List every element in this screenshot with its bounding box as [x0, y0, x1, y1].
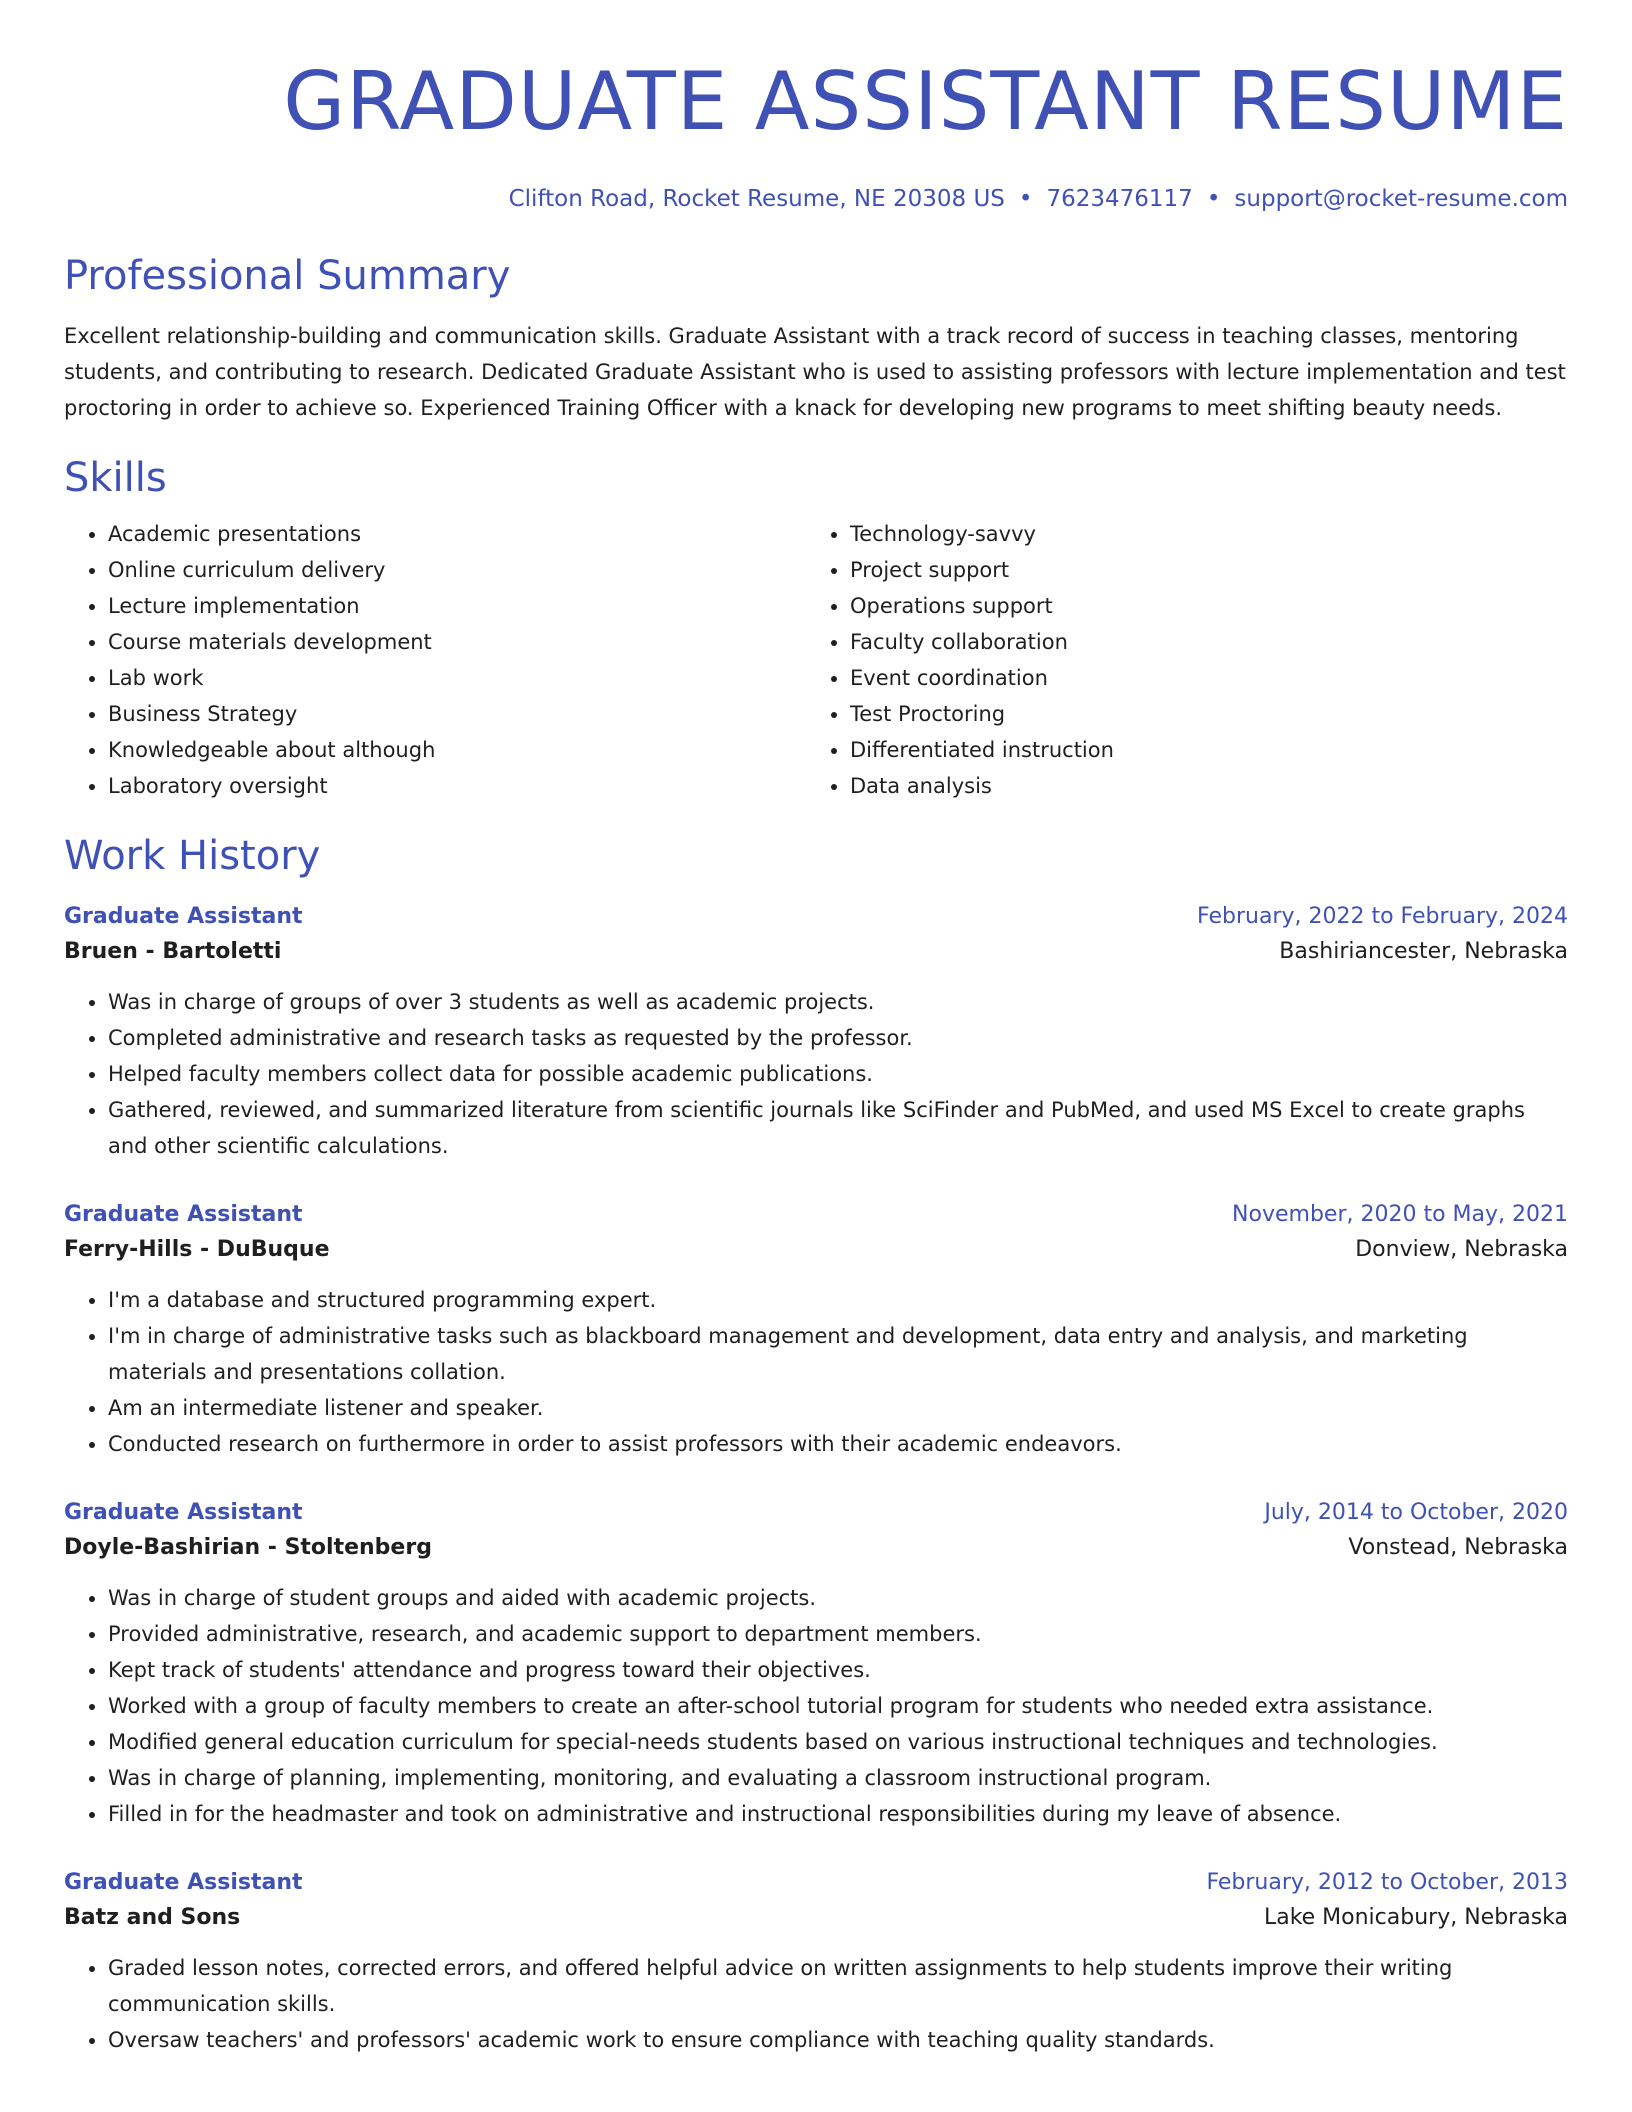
contact-separator: • [1206, 186, 1221, 212]
skill-item: • Academic presentations [108, 516, 806, 552]
skill-item: • Lecture implementation [108, 588, 806, 624]
job-dates: July, 2014 to October, 2020 [1264, 1500, 1568, 1525]
skill-item: • Online curriculum delivery [108, 552, 806, 588]
job-entry [64, 1866, 1568, 2058]
job-bullet: • Filled in for the headmaster and took on administrative and instructional responsibilities during my leave of absence. [108, 1796, 1568, 1832]
job-company-row [64, 1900, 1568, 1936]
job-entry [64, 1496, 1568, 1832]
job-company-row [64, 1232, 1568, 1268]
job-title: Graduate Assistant [64, 904, 303, 929]
job-company-row [64, 934, 1568, 970]
job-bullet: • Graded lesson notes, corrected errors, and offered helpful advice on written assignments to help students improve their writing communication skills. [108, 1950, 1568, 2022]
job-bullet: • Kept track of students' attendance and progress toward their objectives. [108, 1652, 1568, 1688]
work-history-heading: Work History [64, 833, 321, 879]
job-location: Donview, Nebraska [1355, 1237, 1568, 1262]
job-dates: February, 2022 to February, 2024 [1197, 904, 1568, 929]
job-company: Ferry-Hills - DuBuque [64, 1237, 330, 1262]
job-entry [64, 900, 1568, 1164]
job-header-row [64, 1198, 1568, 1232]
job-bullet: • Am an intermediate listener and speaker. [108, 1390, 1568, 1426]
job-bullets [64, 984, 1568, 1164]
job-bullet: • Provided administrative, research, and academic support to department members. [108, 1616, 1568, 1652]
skill-item: • Data analysis [850, 768, 1548, 804]
contact-separator: • [1018, 186, 1033, 212]
job-location: Bashiriancester, Nebraska [1279, 939, 1568, 964]
resume-page [64, 0, 1568, 2058]
skill-item: • Technology-savvy [850, 516, 1548, 552]
contact-email: support@rocket-resume.com [1234, 186, 1568, 212]
job-bullets [64, 1282, 1568, 1462]
job-header-row [64, 1496, 1568, 1530]
job-bullet: • Was in charge of groups of over 3 students as well as academic projects. [108, 984, 1568, 1020]
job-header-row [64, 900, 1568, 934]
job-location: Vonstead, Nebraska [1348, 1535, 1568, 1560]
job-bullets [64, 1580, 1568, 1832]
job-entry [64, 1198, 1568, 1462]
job-bullet: • I'm a database and structured programming expert. [108, 1282, 1568, 1318]
skills-left-column [64, 516, 806, 804]
job-bullets [64, 1950, 1568, 2058]
skills-right-column [806, 516, 1548, 804]
contact-address: Clifton Road, Rocket Resume, NE 20308 US [508, 186, 1005, 212]
skill-item: • Faculty collaboration [850, 624, 1548, 660]
skill-item: • Business Strategy [108, 696, 806, 732]
job-bullet: • Helped faculty members collect data for possible academic publications. [108, 1056, 1568, 1092]
job-title: Graduate Assistant [64, 1870, 303, 1895]
skill-item: • Test Proctoring [850, 696, 1548, 732]
job-bullet: • I'm in charge of administrative tasks such as blackboard management and development, data entry and analysis, and marketing materials and presentations collation. [108, 1318, 1568, 1390]
job-company-row [64, 1530, 1568, 1566]
skills-heading: Skills [64, 455, 167, 501]
skill-item: • Operations support [850, 588, 1548, 624]
job-bullet: • Completed administrative and research tasks as requested by the professor. [108, 1020, 1568, 1056]
skill-item: • Project support [850, 552, 1548, 588]
job-header-row [64, 1866, 1568, 1900]
job-title: Graduate Assistant [64, 1202, 303, 1227]
job-bullet: • Gathered, reviewed, and summarized literature from scientific journals like SciFinder and PubMed, and used MS Excel to create graphs and other scientific calculations. [108, 1092, 1568, 1164]
skill-item: • Laboratory oversight [108, 768, 806, 804]
skill-item: • Differentiated instruction [850, 732, 1548, 768]
contact-phone: 7623476117 [1046, 186, 1193, 212]
skill-item: • Event coordination [850, 660, 1548, 696]
job-title: Graduate Assistant [64, 1500, 303, 1525]
job-bullet: • Oversaw teachers' and professors' academic work to ensure compliance with teaching quality standards. [108, 2022, 1568, 2058]
resume-title: GRADUATE ASSISTANT RESUME [283, 55, 1568, 148]
job-bullet: • Conducted research on furthermore in order to assist professors with their academic endeavors. [108, 1426, 1568, 1462]
skill-item: • Course materials development [108, 624, 806, 660]
job-dates: February, 2012 to October, 2013 [1206, 1870, 1568, 1895]
skills-grid [64, 516, 1568, 804]
summary-text: Excellent relationship-building and communication skills. Graduate Assistant with a track record of success in teaching classes, mentoring students, and contributing to research. Dedicated Graduate Assistant who is used to assisting professors with lecture implementation and test proctoring in order to achieve so. Experienced Training Officer with a knack for developing new programs to meet shifting beauty needs. [64, 324, 1566, 420]
skill-item: • Lab work [108, 660, 806, 696]
contact-line [64, 184, 1568, 214]
job-location: Lake Monicabury, Nebraska [1263, 1905, 1568, 1930]
job-bullet: • Modified general education curriculum for special-needs students based on various instructional techniques and technologies. [108, 1724, 1568, 1760]
summary-heading: Professional Summary [64, 253, 511, 299]
job-company: Doyle-Bashirian - Stoltenberg [64, 1535, 432, 1560]
skill-item: • Knowledgeable about although [108, 732, 806, 768]
job-bullet: • Was in charge of student groups and aided with academic projects. [108, 1580, 1568, 1616]
job-bullet: • Worked with a group of faculty members to create an after-school tutorial program for students who needed extra assistance. [108, 1688, 1568, 1724]
job-company: Batz and Sons [64, 1905, 241, 1930]
job-dates: November, 2020 to May, 2021 [1232, 1202, 1568, 1227]
job-company: Bruen - Bartoletti [64, 939, 282, 964]
job-bullet: • Was in charge of planning, implementing, monitoring, and evaluating a classroom instructional program. [108, 1760, 1568, 1796]
